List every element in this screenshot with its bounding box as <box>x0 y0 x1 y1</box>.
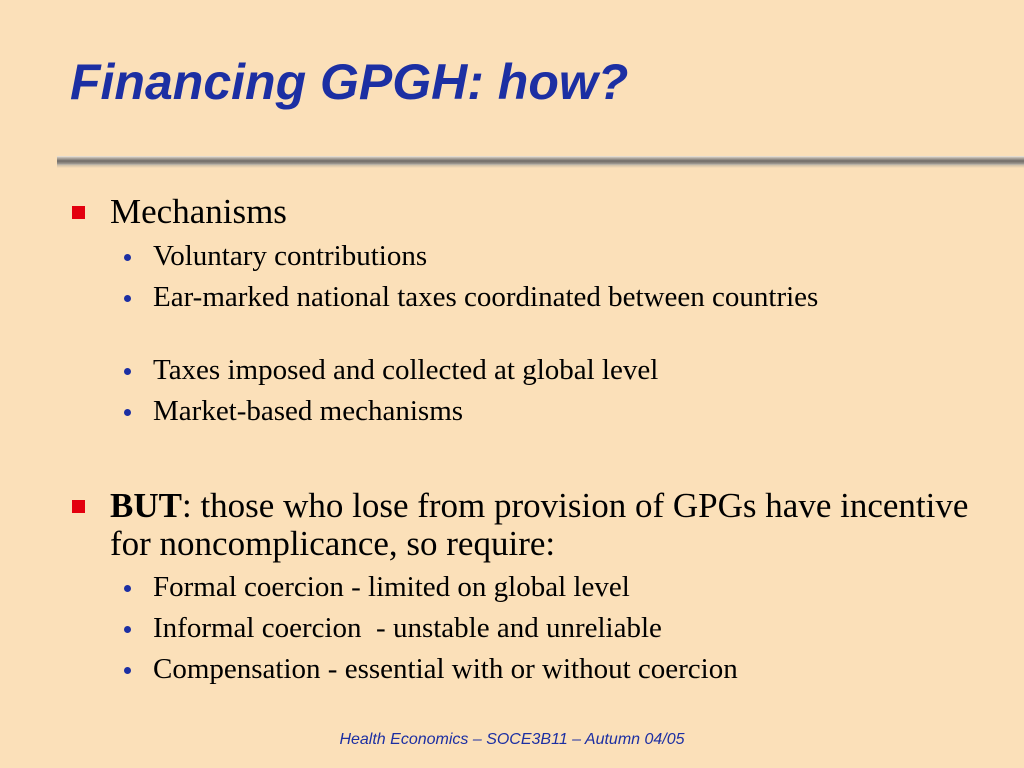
square-bullet-icon <box>72 206 85 219</box>
sub-bullet: Voluntary contributions <box>153 240 428 272</box>
sub-bullet: Informal coercion - unstable and unreliable <box>153 612 662 644</box>
but-label: BUT <box>110 486 182 525</box>
bullet-but <box>110 487 970 563</box>
but-text: : those who lose from provision of GPGs have incentive for noncomplicance, so require: <box>110 486 969 563</box>
sub-bullet: Ear-marked national taxes coordinated between countries <box>153 281 819 313</box>
dot-bullet-icon <box>124 295 131 302</box>
dot-bullet-icon <box>124 626 131 633</box>
sub-bullet: Market-based mechanisms <box>153 395 464 427</box>
dot-bullet-icon <box>124 254 131 261</box>
sub-bullet: Taxes imposed and collected at global level <box>153 354 659 386</box>
dot-bullet-icon <box>124 368 131 375</box>
square-bullet-icon <box>72 500 85 513</box>
dot-bullet-icon <box>124 667 131 674</box>
sub-bullet: Formal coercion - limited on global level <box>153 571 630 603</box>
slide-footer: Health Economics – SOCE3B11 – Autumn 04/05 <box>339 731 685 748</box>
bullet-mechanisms: Mechanisms <box>110 192 287 231</box>
slide-title: Financing GPGH: how? <box>70 54 629 110</box>
dot-bullet-icon <box>124 585 131 592</box>
dot-bullet-icon <box>124 409 131 416</box>
sub-bullet: Compensation - essential with or without coercion <box>153 653 738 685</box>
